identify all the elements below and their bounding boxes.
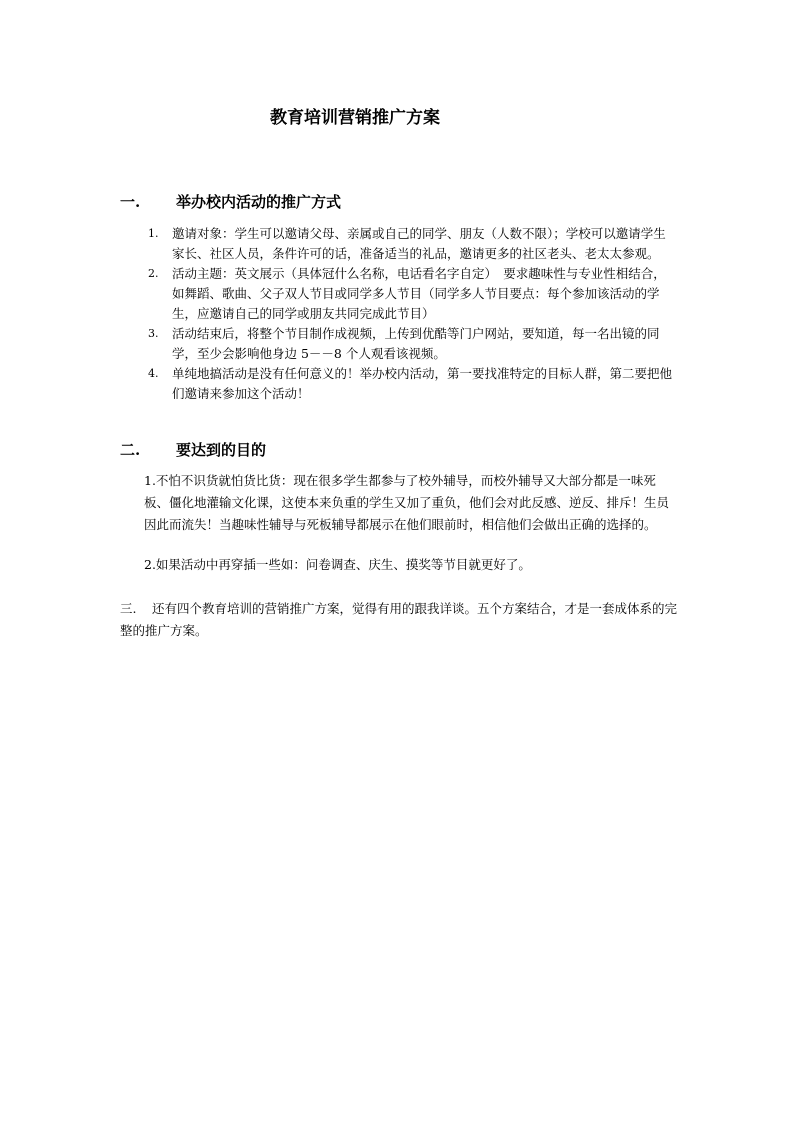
section-3-paragraph	[120, 598, 680, 642]
list-item-text: 单纯地搞活动是没有任何意义的！举办校内活动，第一要找准特定的目标人群，第二要把他们邀请来参加这个活动！	[172, 366, 673, 401]
section-1-number: 一.	[120, 193, 141, 211]
section-3-number: 三.	[120, 601, 137, 616]
list-item-number: 2.	[148, 267, 159, 280]
section-1-heading	[120, 190, 341, 214]
list-item	[144, 364, 678, 404]
list-item-text: 邀请对象：学生可以邀请父母、亲属或自己的同学、朋友（人数不限）；学校可以邀请学生家长、社区人员，条件许可的话，准备适当的礼品，邀请更多的社区老头、老太太参观。	[172, 226, 666, 261]
list-item	[144, 224, 678, 264]
document-title: 教育培训营销推广方案	[270, 108, 440, 128]
list-item-number: 4.	[148, 367, 159, 380]
section-1-list	[144, 224, 678, 404]
list-item	[144, 324, 678, 364]
list-item	[144, 264, 678, 324]
section-2-paragraph-2: 2.如果活动中再穿插一些如：问卷调查、庆生、摸奖等节目就更好了。	[144, 557, 531, 572]
list-item-text: 活动主题：英文展示（具体冠什么名称，电话看名字自定） 要求趣味性与专业性相结合，如舞蹈、歌曲、父子双人节目或同学多人节目（同学多人节目要点：每个参加该活动的学生，应邀请自己的同学或朋友共同完成此节目）	[172, 266, 666, 321]
list-item-number: 1.	[148, 227, 159, 240]
section-2-title: 要达到的目的	[176, 441, 267, 459]
section-2-heading	[120, 438, 266, 462]
section-2-paragraph-1: 1.不怕不识货就怕货比货：现在很多学生都参与了校外辅导，而校外辅导又大部分都是一味死板、僵化地灌输文化课，这使本来负重的学生又加了重负，他们会对此反感、逆反、排斥！生员因此而流失！当趣味性辅导与死板辅导都展示在他们眼前时，相信他们会做出正确的选择的。	[144, 473, 670, 532]
list-item-text: 活动结束后，将整个节目制作成视频，上传到优酷等门户网站，要知道，每一名出镜的同学，至少会影响他身边 5－－8 个人观看该视频。	[172, 326, 660, 361]
section-1-title: 举办校内活动的推广方式	[176, 193, 342, 211]
list-item-number: 3.	[148, 327, 159, 340]
section-2-number: 二.	[120, 441, 141, 459]
section-3-text: 还有四个教育培训的营销推广方案，觉得有用的跟我详谈。五个方案结合，才是一套成体系的完整的推广方案。	[120, 601, 678, 638]
